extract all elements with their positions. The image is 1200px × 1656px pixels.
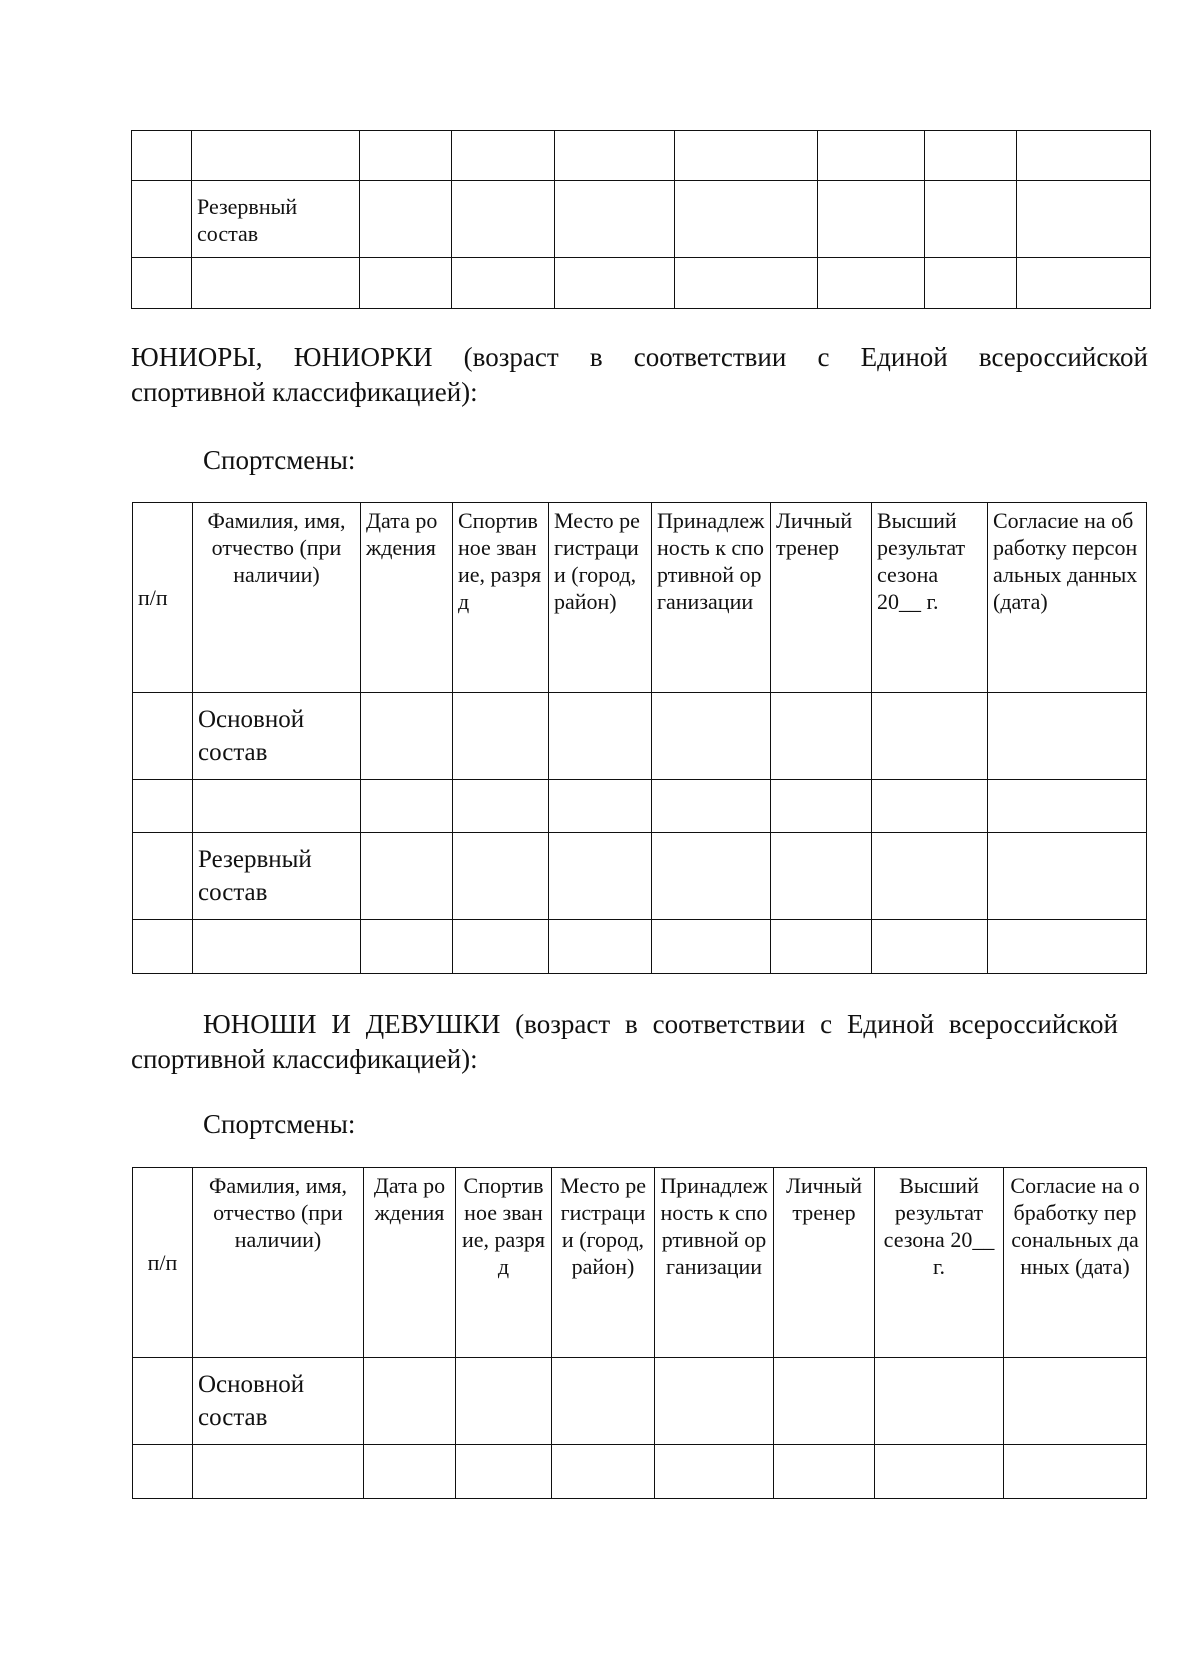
table-row xyxy=(133,780,1147,833)
header-rank: Спортивное звание, разряд xyxy=(453,503,549,693)
header-org: Принадлежность к спортивной организации xyxy=(652,503,771,693)
header-result: Высший результат сезона 20__ г. xyxy=(875,1168,1004,1358)
youth-table xyxy=(132,1167,1147,1499)
header-org: Принадлежность к спортивной организации xyxy=(655,1168,774,1358)
header-coach: Личный тренер xyxy=(774,1168,875,1358)
header-place: Место регистрации (город, район) xyxy=(552,1168,655,1358)
table-row-reserve xyxy=(133,833,1147,920)
header-name: Фамилия, имя, отчество (при наличии) xyxy=(193,1168,364,1358)
header-birth: Дата рождения xyxy=(364,1168,456,1358)
main-label: Основной состав xyxy=(193,1358,364,1445)
reserve-label: Резервный состав xyxy=(193,833,361,920)
header-name: Фамилия, имя, отчество (при наличии) xyxy=(193,503,361,693)
reserve-label: Резервный состав xyxy=(192,181,360,258)
header-num: п/п xyxy=(133,503,193,693)
header-birth: Дата рождения xyxy=(361,503,453,693)
header-consent: Согласие на обработку персональных данных (дата) xyxy=(1004,1168,1147,1358)
table-row xyxy=(132,131,1151,181)
table-header-row xyxy=(133,1168,1147,1358)
table-row xyxy=(132,258,1151,309)
main-label: Основной состав xyxy=(193,693,361,780)
header-place: Место регистрации (город, район) xyxy=(549,503,652,693)
table-row-main xyxy=(133,1358,1147,1445)
youth-subheading: Спортсмены: xyxy=(203,1109,356,1139)
header-rank: Спортивное звание, разряд xyxy=(456,1168,552,1358)
youth-heading-cont: спортивной классификацией): xyxy=(131,1044,478,1074)
header-consent: Согласие на обработку персональных данных (дата) xyxy=(988,503,1147,693)
header-result: Высший результат сезона 20__ г. xyxy=(872,503,988,693)
table-row xyxy=(133,920,1147,974)
header-coach: Личный тренер xyxy=(771,503,872,693)
table-header-row xyxy=(133,503,1147,693)
table-row-reserve xyxy=(132,181,1151,258)
youth-heading: ЮНОШИ И ДЕВУШКИ (возраст в соответствии с Единой всероссийской xyxy=(203,1009,1118,1039)
header-num: п/п xyxy=(133,1168,193,1358)
juniors-heading-cont: спортивной классификацией): xyxy=(131,377,478,407)
juniors-heading: ЮНИОРЫ, ЮНИОРКИ (возраст в соответствии с Единой всероссийской xyxy=(131,342,1148,372)
juniors-subheading: Спортсмены: xyxy=(203,445,356,475)
top-table xyxy=(131,130,1151,309)
juniors-table xyxy=(132,502,1147,974)
table-row xyxy=(133,1445,1147,1499)
table-row-main xyxy=(133,693,1147,780)
